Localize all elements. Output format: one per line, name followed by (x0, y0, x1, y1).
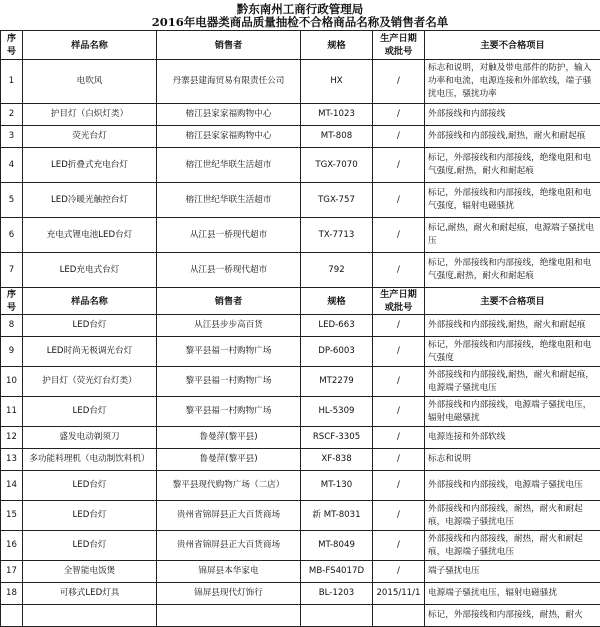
col-fail-repeat: 主要不合格项目 (425, 288, 600, 315)
cell-batch: / (373, 253, 425, 288)
cell-seller: 黎平县现代购物广场（二店） (157, 471, 301, 501)
cell-seller: 锦屏县现代灯饰行 (157, 583, 301, 605)
cell-no: 10 (1, 367, 23, 397)
col-seller: 销售者 (157, 31, 301, 60)
cell-spec: 792 (301, 253, 373, 288)
cell-name: 多功能料理机（电动制饮料机） (23, 449, 157, 471)
table-row (1, 104, 600, 126)
cell-name: 电吹风 (23, 60, 157, 104)
col-no-repeat: 序号 (1, 288, 23, 315)
cell-fail: 标记，外部接线和内部接线，绝缘电阻和电气强度，辐射电磁骚扰 (425, 183, 600, 218)
cell-name: LED时尚无极调光台灯 (23, 337, 157, 367)
cell-fail: 外部接线和内部接线，电源端子骚扰电压，辐射电磁骚扰 (425, 397, 600, 427)
cell-name (23, 605, 157, 627)
cell-fail: 外部接线和内部接线,耐热，耐火和耐起痕 (425, 315, 600, 337)
col-name-repeat: 样品名称 (23, 288, 157, 315)
cell-batch: / (373, 501, 425, 531)
cell-fail: 端子骚扰电压 (425, 561, 600, 583)
table-row (1, 501, 600, 531)
page-title: 黔东南州工商行政管理局 (0, 3, 600, 16)
cell-spec: TGX-7070 (301, 148, 373, 183)
cell-spec: 新 MT-8031 (301, 501, 373, 531)
header-row (1, 31, 600, 60)
cell-spec: RSCF-3305 (301, 427, 373, 449)
cell-spec: MB-FS4017D (301, 561, 373, 583)
cell-fail: 外部接线和内部接线 (425, 104, 600, 126)
cell-seller: 鲁曼萍(黎平县) (157, 449, 301, 471)
cell-no: 6 (1, 218, 23, 253)
cell-no: 4 (1, 148, 23, 183)
cell-fail: 标记,耐热，耐火和耐起痕，电源端子骚扰电压 (425, 218, 600, 253)
cell-fail: 外部接线和内部接线，电源端子骚扰电压 (425, 471, 600, 501)
cell-no: 17 (1, 561, 23, 583)
cell-no: 14 (1, 471, 23, 501)
cell-name: LED台灯 (23, 531, 157, 561)
table-row (1, 218, 600, 253)
col-no: 序号 (1, 31, 23, 60)
cell-spec: TX-7713 (301, 218, 373, 253)
col-spec: 规格 (301, 31, 373, 60)
table-row (1, 397, 600, 427)
table-row (1, 449, 600, 471)
cell-spec: MT-8049 (301, 531, 373, 561)
cell-spec (301, 605, 373, 627)
cell-fail: 电源端子骚扰电压，辐射电磁骚扰 (425, 583, 600, 605)
table-row (1, 126, 600, 148)
cell-no: 7 (1, 253, 23, 288)
cell-seller: 榕江县家家福购物中心 (157, 126, 301, 148)
cell-name: 荧光台灯 (23, 126, 157, 148)
cell-fail: 标记，外部接线和内部接线，绝缘电阻和电气强度,耐热，耐火和耐起痕 (425, 148, 600, 183)
cell-no: 11 (1, 397, 23, 427)
cell-spec: HL-5309 (301, 397, 373, 427)
cell-batch: / (373, 367, 425, 397)
col-seller-repeat: 销售者 (157, 288, 301, 315)
cell-spec: MT-808 (301, 126, 373, 148)
cell-spec: BL-1203 (301, 583, 373, 605)
cell-name: LED台灯 (23, 471, 157, 501)
cell-spec: XF-838 (301, 449, 373, 471)
cell-name: LED充电式台灯 (23, 253, 157, 288)
cell-seller: 榕江世纪华联生活超市 (157, 148, 301, 183)
cell-no: 2 (1, 104, 23, 126)
cell-seller: 榕江世纪华联生活超市 (157, 183, 301, 218)
cell-batch: / (373, 427, 425, 449)
table-row (1, 605, 600, 627)
table-row (1, 183, 600, 218)
table-row (1, 337, 600, 367)
results-table (0, 30, 600, 627)
table-row (1, 471, 600, 501)
col-spec-repeat: 规格 (301, 288, 373, 315)
table-row (1, 315, 600, 337)
cell-batch: / (373, 104, 425, 126)
cell-fail: 外部接线和内部接线，耐热，耐火和耐起痕，电源端子骚扰电压 (425, 531, 600, 561)
cell-no: 12 (1, 427, 23, 449)
cell-batch: / (373, 126, 425, 148)
col-name: 样品名称 (23, 31, 157, 60)
cell-no (1, 605, 23, 627)
cell-fail: 外部接线和内部接线，耐热，耐火和耐起痕，电源端子骚扰电压 (425, 501, 600, 531)
cell-no: 15 (1, 501, 23, 531)
cell-seller: 从江县一桥现代超市 (157, 218, 301, 253)
table-row (1, 367, 600, 397)
page-subtitle: 2016年电器类商品质量抽检不合格商品名称及销售者名单 (0, 16, 600, 29)
table-row (1, 60, 600, 104)
cell-no: 8 (1, 315, 23, 337)
cell-name: 充电式锂电池LED台灯 (23, 218, 157, 253)
cell-seller: 黎平县福一村购物广场 (157, 337, 301, 367)
cell-batch (373, 605, 425, 627)
cell-name: 全智能电饭煲 (23, 561, 157, 583)
cell-name: LED台灯 (23, 397, 157, 427)
cell-batch: / (373, 471, 425, 501)
cell-fail: 电源连接和外部软线 (425, 427, 600, 449)
col-batch: 生产日期或批号 (373, 31, 425, 60)
col-batch-repeat: 生产日期或批号 (373, 288, 425, 315)
cell-no: 5 (1, 183, 23, 218)
cell-spec: LED-663 (301, 315, 373, 337)
cell-fail: 外部接线和内部接线,耐热，耐火和耐起痕 (425, 126, 600, 148)
cell-seller (157, 605, 301, 627)
cell-no: 18 (1, 583, 23, 605)
cell-batch: / (373, 337, 425, 367)
cell-batch: / (373, 60, 425, 104)
cell-no: 9 (1, 337, 23, 367)
cell-name: LED冷暖光触控台灯 (23, 183, 157, 218)
cell-fail: 标志和说明 (425, 449, 600, 471)
cell-fail: 外部接线和内部接线,耐热，耐火和耐起痕，电源端子骚扰电压 (425, 367, 600, 397)
cell-seller: 黎平县福一村购物广场 (157, 397, 301, 427)
cell-name: 护目灯（荧光灯台灯类） (23, 367, 157, 397)
cell-spec: DP-6003 (301, 337, 373, 367)
cell-spec: HX (301, 60, 373, 104)
cell-batch: / (373, 183, 425, 218)
cell-seller: 贵州省锦屏县正大百货商场 (157, 531, 301, 561)
cell-name: LED台灯 (23, 315, 157, 337)
table-row (1, 148, 600, 183)
cell-fail: 标记，外部接线和内部接线，耐热，耐火 (425, 605, 600, 627)
cell-name: LED台灯 (23, 501, 157, 531)
table-row (1, 561, 600, 583)
cell-name: LED折叠式充电台灯 (23, 148, 157, 183)
cell-batch: / (373, 218, 425, 253)
col-fail: 主要不合格项目 (425, 31, 600, 60)
cell-seller: 贵州省锦屏县正大百货商场 (157, 501, 301, 531)
cell-batch: / (373, 561, 425, 583)
cell-batch: / (373, 397, 425, 427)
table-row (1, 253, 600, 288)
table-row (1, 427, 600, 449)
cell-name: 可移式LED灯具 (23, 583, 157, 605)
cell-spec: MT2279 (301, 367, 373, 397)
cell-name: 盛发电动剃须刀 (23, 427, 157, 449)
cell-seller: 榕江县家家福购物中心 (157, 104, 301, 126)
cell-seller: 锦屏县本华家电 (157, 561, 301, 583)
cell-seller: 从江县一桥现代超市 (157, 253, 301, 288)
cell-spec: MT-130 (301, 471, 373, 501)
cell-seller: 从江县步步高百货 (157, 315, 301, 337)
cell-seller: 黎平县福一村购物广场 (157, 367, 301, 397)
cell-no: 16 (1, 531, 23, 561)
cell-seller: 丹寨县建海贸易有限责任公司 (157, 60, 301, 104)
cell-no: 1 (1, 60, 23, 104)
cell-spec: MT-1023 (301, 104, 373, 126)
cell-fail: 标志和说明，对触及带电部件的防护，输入功率和电流，电源连接和外部软线，端子骚扰电压，骚扰功率 (425, 60, 600, 104)
cell-seller: 鲁曼萍(黎平县) (157, 427, 301, 449)
cell-batch: / (373, 148, 425, 183)
cell-batch: 2015/11/1 (373, 583, 425, 605)
cell-no: 3 (1, 126, 23, 148)
table-row (1, 583, 600, 605)
cell-fail: 标记，外部接线和内部接线，绝缘电阻和电气强度,耐热，耐火和耐起痕 (425, 253, 600, 288)
cell-name: 护目灯（白炽灯类） (23, 104, 157, 126)
cell-batch: / (373, 315, 425, 337)
cell-fail: 标记，外部接线和内部接线，绝缘电阻和电气强度 (425, 337, 600, 367)
cell-no: 13 (1, 449, 23, 471)
table-row (1, 531, 600, 561)
repeated-header-row (1, 288, 600, 315)
cell-batch: / (373, 449, 425, 471)
cell-batch: / (373, 531, 425, 561)
cell-spec: TGX-757 (301, 183, 373, 218)
